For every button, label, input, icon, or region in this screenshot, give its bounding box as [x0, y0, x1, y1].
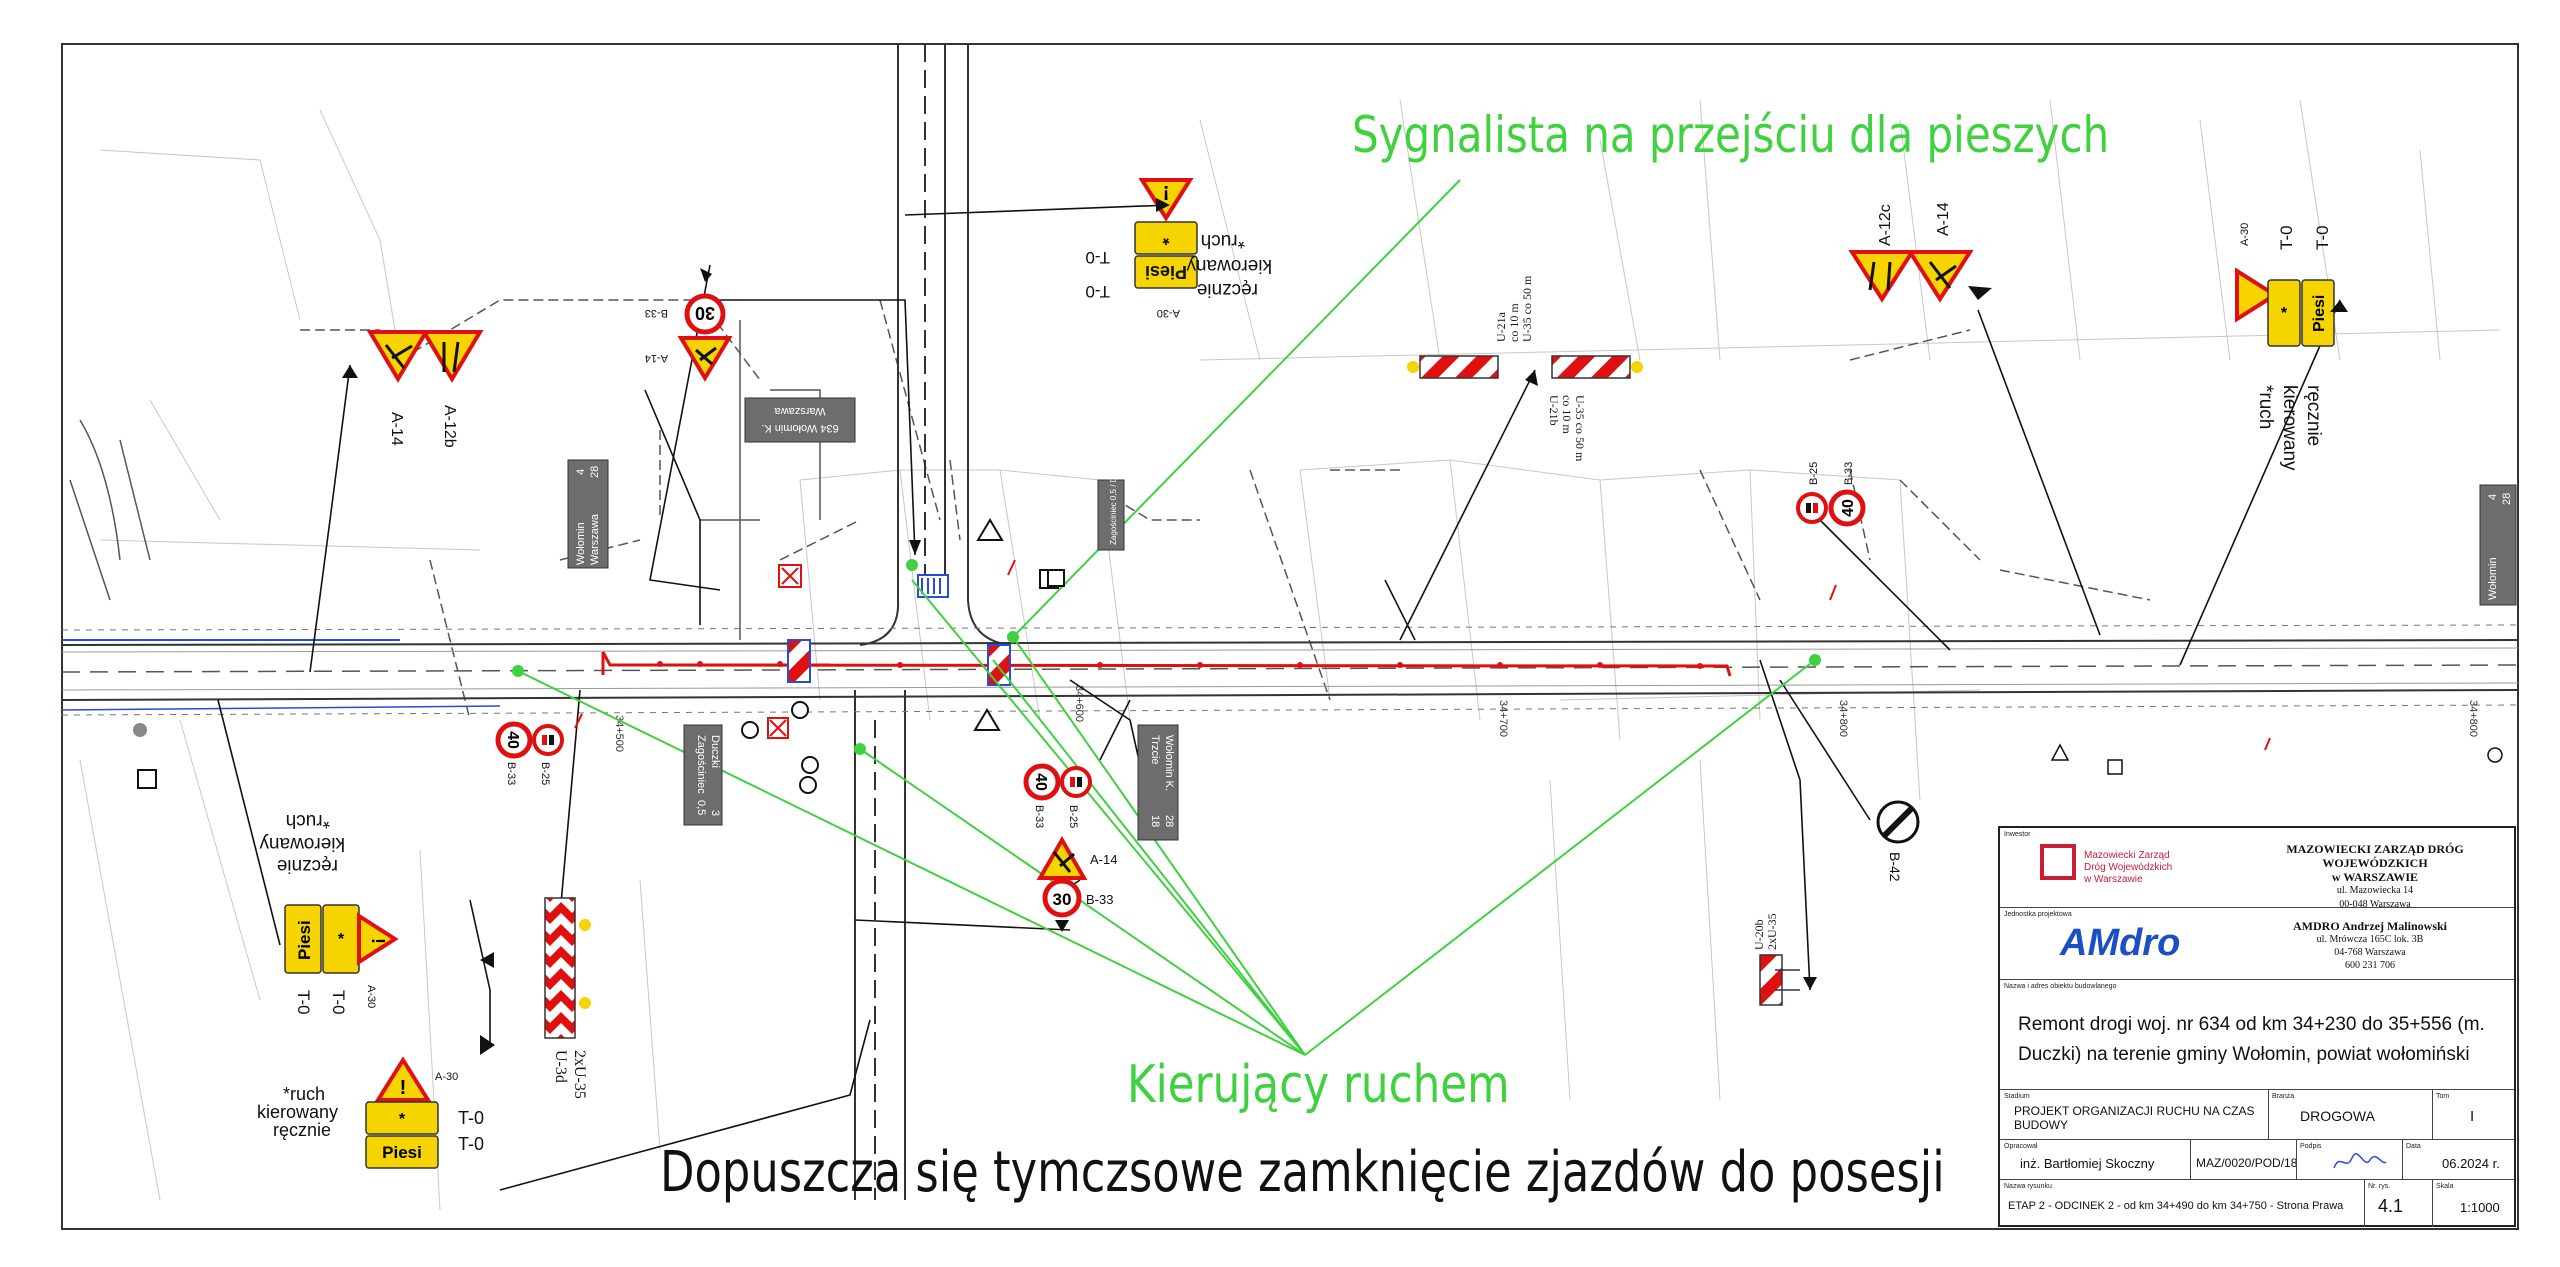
sign-group-a30-top-right [2237, 271, 2334, 346]
label-a14-top: A-14 [1935, 202, 1952, 236]
svg-text:28: 28 [2501, 492, 2513, 505]
direction-sign-top [745, 398, 855, 442]
barrier-u21b [1552, 356, 1643, 378]
main-road [62, 625, 2518, 715]
annotation-note: Dopuszcza się tymczsowe zamknięcie zjazdów do posesji [660, 1140, 1945, 1205]
label-t0-b: T-0 [2313, 225, 2332, 250]
svg-text:!: ! [1162, 181, 1170, 203]
label-a14-left: A-14 [388, 412, 405, 446]
sign-b33-right [1831, 492, 1863, 524]
title-designer-row: Jednostka projektowa AMdro AMDRO Andrzej Malinowski ul. Mrówcza 165C lok. 3B 04-768 Warszawa 600 231 706 [2000, 908, 2514, 980]
dir-top-line2: Warszawa [774, 405, 826, 417]
sign-a12c [1852, 252, 1912, 299]
label-b25-center: B-25 [1067, 805, 1079, 829]
ruch-top-2: kierowany [1186, 255, 1272, 276]
label-a14-small: A-14 [644, 352, 668, 364]
sign-a12b-left [424, 332, 480, 379]
label-b25-left: B-25 [539, 762, 551, 786]
km-label-600: 34+600 [1073, 685, 1085, 723]
direction-sign-right [2480, 485, 2516, 605]
km-label-800: 34+800 [1837, 700, 1849, 738]
ruch-tr-1: *ruch [2255, 385, 2276, 430]
svg-text:*: * [398, 1111, 406, 1128]
svg-text:Duczki: Duczki [709, 735, 721, 769]
svg-text:28: 28 [589, 465, 601, 478]
ruch-bottom-3: ręcznie [273, 1120, 332, 1140]
km-label-700: 34+700 [1497, 700, 1509, 738]
ruch-tr-2: kierowany [2279, 385, 2300, 471]
designer-logo: AMdro [2060, 922, 2181, 964]
label-u20b: U-20b [1752, 919, 1766, 950]
title-stage-row: Stadium PROJEKT ORGANIZACJI RUCHU NA CZAS BUDOWY Branża DROGOWA Tom I [2000, 1090, 2514, 1140]
svg-text:!: ! [399, 1077, 407, 1099]
title-block [1998, 826, 2516, 1227]
signature [2330, 1148, 2390, 1176]
svg-text:2xU-35: 2xU-35 [571, 1050, 588, 1099]
label-b33-center2: B-33 [1086, 892, 1114, 907]
svg-text:U-35 co 50 m: U-35 co 50 m [1520, 275, 1534, 342]
ruch-top-3: ręcznie [1196, 279, 1258, 300]
label-t0-left-b: T-0 [294, 990, 313, 1015]
svg-text:40: 40 [504, 731, 521, 749]
ruch-tr-3: ręcznie [2303, 385, 2324, 447]
roadside-signs-small [133, 520, 2502, 793]
svg-text:*: * [1162, 228, 1170, 248]
svg-text:U-35 co 50 m: U-35 co 50 m [1573, 395, 1587, 462]
svg-text:4: 4 [575, 468, 587, 475]
svg-text:3: 3 [709, 810, 721, 817]
label-b33-left: B-33 [505, 762, 517, 786]
sign-a14-left [370, 332, 426, 379]
direction-sign-left [568, 460, 608, 568]
svg-text:co 10 m: co 10 m [1507, 303, 1521, 342]
title-object-row: Nazwa i adres obiektu budowlanego Remont drogi woj. nr 634 od km 34+230 do 35+556 (m. Duczki) na terenie gminy Wołomin, powiat wołomiński [2000, 980, 2514, 1090]
label-b25-right: B-25 [1808, 461, 1820, 485]
svg-text:40: 40 [1032, 773, 1049, 791]
dir-top-line1: 634 Wołomin K. [761, 422, 839, 434]
annotation-signalman: Sygnalista na przejściu dla pieszych [1352, 106, 2110, 164]
svg-text:*: * [337, 931, 345, 948]
svg-text:Zagościniec 0,5 / Duczki 3: Zagościniec 0,5 / Duczki 3 [1109, 451, 1118, 545]
ruch-left-2: kierowany [259, 833, 345, 854]
label-t0-top-b: T-0 [1085, 282, 1110, 301]
ruch-bottom-2: kierowany [257, 1102, 339, 1122]
label-t0-top-a: T-0 [1085, 248, 1110, 267]
label-a12b: A-12b [441, 405, 458, 448]
label-b33-right: B-33 [1843, 461, 1855, 485]
label-b42: B-42 [1887, 852, 1903, 882]
svg-text:2xU-35: 2xU-35 [1765, 913, 1779, 950]
svg-text:Wołomin K.: Wołomin K. [1163, 735, 1175, 792]
side-road [855, 44, 1010, 1200]
label-a30-top: A-30 [2239, 222, 2251, 246]
svg-text:Trzcie: Trzcie [1149, 735, 1161, 765]
sign-b25-left [534, 726, 562, 754]
svg-text:4: 4 [2487, 493, 2499, 500]
label-b33-center: B-33 [1033, 805, 1045, 829]
investor-logo [2040, 844, 2076, 880]
label-u21b: U-21b [1547, 395, 1561, 426]
ruch-left-1: *ruch [285, 810, 330, 831]
sign-group-a30-bottom [366, 1060, 438, 1168]
svg-text:Zagościniec: Zagościniec [695, 735, 707, 794]
svg-text:!: ! [368, 938, 388, 944]
barrier-u20b [1760, 955, 1800, 1005]
sign-b33-30-small [681, 296, 729, 378]
svg-text:28: 28 [1163, 815, 1175, 828]
svg-text:Warszawa: Warszawa [589, 514, 601, 565]
svg-text:18: 18 [1149, 815, 1161, 828]
svg-text:Wołomin: Wołomin [575, 522, 587, 565]
work-zone [603, 652, 1730, 676]
svg-text:*: * [2280, 305, 2288, 322]
label-a14-center: A-14 [1090, 852, 1118, 867]
direction-sign-small [1098, 451, 1124, 550]
ruch-left-3: ręcznie [276, 855, 338, 876]
direction-sign-mid [684, 725, 722, 825]
label-a30-mid: A-30 [1156, 307, 1180, 319]
label-t0-left-a: T-0 [329, 990, 348, 1015]
sign-b25-center [1062, 768, 1090, 796]
ruch-bottom-1: *ruch [283, 1084, 326, 1104]
direction-sign-center [1138, 725, 1178, 840]
label-a12c: A-12c [1877, 204, 1894, 246]
piesi-text: Piesi [295, 920, 314, 960]
km-label-500: 34+500 [613, 715, 625, 753]
label-u21a: U-21a [1494, 312, 1508, 342]
chevron-board-u3d [545, 898, 591, 1038]
ruch-top-1: *ruch [1200, 230, 1245, 251]
sign-b33-30-center [1045, 881, 1079, 915]
label-b33-small: B-33 [644, 307, 668, 319]
title-drawing-row: Nazwa rysunku ETAP 2 - ODCINEK 2 - od km 34+490 do km 34+750 - Strona Prawa Nr. rys. 4.1 Skala 1:1000 [2000, 1180, 2514, 1227]
annotation-traffic-controller: Kierujący ruchem [1127, 1055, 1510, 1115]
svg-text:Wołomin: Wołomin [2487, 557, 2499, 600]
svg-text:30: 30 [1052, 890, 1072, 909]
label-a30-bottom: A-30 [435, 1071, 459, 1083]
title-investor-row: Inwestor Mazowiecki Zarząd Dróg Wojewódzkich w Warszawie MAZOWIECKI ZARZĄD DRÓG WOJEWÓDZKICH w WARSZAWIE ul. Mazowiecka 14 00-048 Warszawa [2000, 828, 2514, 908]
label-t0-a: T-0 [2277, 225, 2296, 250]
barrier-u21a [1407, 356, 1498, 378]
label-a30-left: A-30 [365, 985, 377, 1009]
sign-b33-center [1026, 766, 1058, 798]
piesi-text: Piesi [382, 1143, 422, 1162]
km-label-800b: 34+800 [2467, 700, 2479, 738]
title-author-row: Opracował inż. Bartłomiej Skoczny MAZ/0020/POD/18 Podpis Data 06.2024 r. [2000, 1140, 2514, 1180]
label-t0-bottom-b: T-0 [458, 1134, 485, 1154]
svg-text:30: 30 [694, 303, 716, 323]
sign-b25-right [1798, 494, 1826, 522]
sign-b42 [1878, 802, 1918, 842]
sign-a14-center [1040, 840, 1084, 878]
piesi-text: Piesi [1144, 262, 1188, 282]
svg-text:0,5: 0,5 [695, 800, 707, 816]
sign-group-a30-left [285, 905, 395, 973]
label-t0-bottom-a: T-0 [458, 1108, 485, 1128]
label-u3d: U-3d [552, 1050, 569, 1083]
sign-b33-left [498, 724, 530, 756]
piesi-text: Piesi [2311, 294, 2328, 332]
svg-text:co 10 m: co 10 m [1560, 395, 1574, 434]
svg-text:40: 40 [1840, 499, 1857, 517]
